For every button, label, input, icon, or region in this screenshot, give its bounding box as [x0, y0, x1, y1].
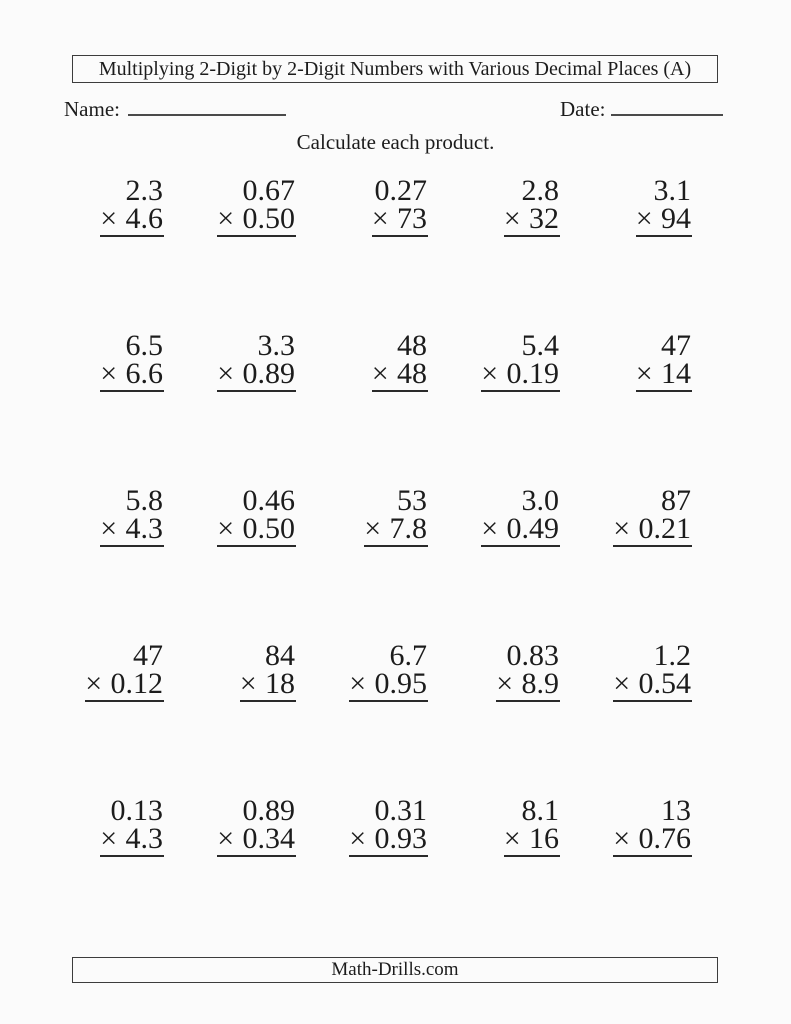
- multiply-icon: ×: [217, 357, 235, 390]
- multiplication-problem: [364, 482, 428, 637]
- multiply-icon: ×: [239, 667, 257, 700]
- multiplier: 0.21: [638, 512, 691, 545]
- multiplier: 4.6: [125, 202, 163, 235]
- answer-space[interactable]: [217, 237, 296, 327]
- problem-answer-line: [239, 667, 296, 702]
- multiply-icon: ×: [349, 822, 367, 855]
- multiplicand: 87: [661, 484, 691, 517]
- multiplier: 0.50: [242, 512, 295, 545]
- multiplication-problem: [481, 482, 560, 637]
- multiply-icon: ×: [613, 822, 631, 855]
- multiplier: 0.76: [638, 822, 691, 855]
- date-field-group: [560, 96, 723, 122]
- multiply-icon: ×: [481, 357, 499, 390]
- multiplicand: 6.7: [389, 639, 427, 672]
- problem-answer-line: [85, 667, 164, 702]
- multiplication-problem: [613, 637, 692, 792]
- multiplication-problem: [636, 327, 692, 482]
- problem-answer-line: [100, 357, 164, 392]
- problem-answer-line: [364, 512, 428, 547]
- footer-box: [72, 957, 718, 983]
- multiplication-problem: [613, 792, 692, 947]
- answer-space[interactable]: [85, 702, 164, 792]
- answer-space[interactable]: [100, 857, 164, 947]
- multiplier: 7.8: [389, 512, 427, 545]
- answer-space[interactable]: [100, 547, 164, 637]
- multiplication-problem: [217, 792, 296, 947]
- problem-answer-line: [217, 202, 296, 237]
- answer-space[interactable]: [496, 702, 560, 792]
- multiplier: 0.12: [110, 667, 163, 700]
- multiply-icon: ×: [85, 667, 103, 700]
- multiply-icon: ×: [371, 357, 389, 390]
- multiplicand: 0.27: [374, 174, 427, 207]
- problem-answer-line: [217, 357, 296, 392]
- multiplicand: 0.83: [506, 639, 559, 672]
- multiplicand: 2.3: [125, 174, 163, 207]
- multiply-icon: ×: [613, 512, 631, 545]
- multiplication-problem: [240, 637, 296, 792]
- name-input-line[interactable]: [128, 96, 286, 116]
- multiplicand: 48: [397, 329, 427, 362]
- multiplier: 4.3: [125, 512, 163, 545]
- answer-space[interactable]: [100, 392, 164, 482]
- multiplicand: 0.13: [110, 794, 163, 827]
- problem-answer-line: [635, 357, 692, 392]
- multiplication-problem: [100, 482, 164, 637]
- answer-space[interactable]: [613, 547, 692, 637]
- multiplication-problem: [217, 482, 296, 637]
- answer-space[interactable]: [613, 702, 692, 792]
- multiply-icon: ×: [100, 512, 118, 545]
- multiply-icon: ×: [496, 667, 514, 700]
- answer-space[interactable]: [504, 237, 560, 327]
- problem-answer-line: [217, 822, 296, 857]
- multiplier: 0.89: [242, 357, 295, 390]
- multiply-icon: ×: [613, 667, 631, 700]
- answer-space[interactable]: [481, 547, 560, 637]
- answer-space[interactable]: [217, 547, 296, 637]
- multiplicand: 0.89: [242, 794, 295, 827]
- answer-space[interactable]: [364, 547, 428, 637]
- multiply-icon: ×: [364, 512, 382, 545]
- multiplication-problem: [100, 327, 164, 482]
- instruction-text: Calculate each product.: [296, 130, 495, 154]
- multiplicand: 1.2: [653, 639, 691, 672]
- multiplicand: 5.4: [521, 329, 559, 362]
- multiply-icon: ×: [100, 822, 118, 855]
- problem-answer-line: [613, 512, 692, 547]
- multiplication-problem: [349, 792, 428, 947]
- answer-space[interactable]: [240, 702, 296, 792]
- multiplier: 14: [661, 357, 691, 390]
- problem-answer-line: [613, 822, 692, 857]
- multiplier: 0.95: [374, 667, 427, 700]
- problem-answer-line: [217, 512, 296, 547]
- multiply-icon: ×: [371, 202, 389, 235]
- problem-answer-line: [371, 357, 428, 392]
- multiplier: 0.34: [242, 822, 295, 855]
- multiplier: 94: [661, 202, 691, 235]
- problem-answer-line: [371, 202, 428, 237]
- multiplier: 16: [529, 822, 559, 855]
- answer-space[interactable]: [372, 392, 428, 482]
- problem-answer-line: [481, 357, 560, 392]
- multiply-icon: ×: [100, 357, 118, 390]
- worksheet-title-box: [72, 55, 718, 83]
- multiplication-problem: [217, 327, 296, 482]
- multiplication-problem: [504, 792, 560, 947]
- date-input-line[interactable]: [611, 96, 723, 116]
- answer-space[interactable]: [349, 857, 428, 947]
- multiplicand: 47: [661, 329, 691, 362]
- answer-space[interactable]: [217, 392, 296, 482]
- multiplicand: 6.5: [125, 329, 163, 362]
- multiplication-problem: [613, 482, 692, 637]
- answer-space[interactable]: [349, 702, 428, 792]
- multiplicand: 3.3: [257, 329, 295, 362]
- multiplication-problem: [372, 172, 428, 327]
- multiply-icon: ×: [635, 202, 653, 235]
- multiplier: 6.6: [125, 357, 163, 390]
- problem-answer-line: [503, 822, 560, 857]
- multiplicand: 2.8: [521, 174, 559, 207]
- date-label: Date:: [560, 97, 606, 121]
- answer-space[interactable]: [372, 237, 428, 327]
- multiplication-problem: [481, 327, 560, 482]
- multiplier: 0.54: [638, 667, 691, 700]
- multiplicand: 8.1: [521, 794, 559, 827]
- problem-answer-line: [613, 667, 692, 702]
- multiplicand: 84: [265, 639, 295, 672]
- problem-answer-line: [100, 512, 164, 547]
- multiplication-problem: [100, 792, 164, 947]
- multiplier: 8.9: [521, 667, 559, 700]
- problem-answer-line: [635, 202, 692, 237]
- multiplicand: 3.1: [653, 174, 691, 207]
- multiplicand: 0.67: [242, 174, 295, 207]
- problems-grid: [32, 172, 692, 947]
- name-field-group: [64, 96, 286, 122]
- multiplication-problem: [496, 637, 560, 792]
- answer-space[interactable]: [636, 237, 692, 327]
- answer-space[interactable]: [217, 857, 296, 947]
- multiplier: 0.93: [374, 822, 427, 855]
- multiplier: 32: [529, 202, 559, 235]
- multiply-icon: ×: [349, 667, 367, 700]
- problem-answer-line: [496, 667, 560, 702]
- problem-answer-line: [349, 822, 428, 857]
- multiplication-problem: [372, 327, 428, 482]
- multiply-icon: ×: [100, 202, 118, 235]
- multiplicand: 13: [661, 794, 691, 827]
- multiply-icon: ×: [503, 202, 521, 235]
- multiplicand: 47: [133, 639, 163, 672]
- multiplication-problem: [85, 637, 164, 792]
- multiply-icon: ×: [481, 512, 499, 545]
- multiplication-problem: [504, 172, 560, 327]
- footer-site-name: Math-Drills.com: [331, 959, 459, 980]
- multiplier: 48: [397, 357, 427, 390]
- multiplicand: 0.46: [242, 484, 295, 517]
- answer-space[interactable]: [636, 392, 692, 482]
- multiply-icon: ×: [217, 202, 235, 235]
- problem-answer-line: [100, 202, 164, 237]
- answer-space[interactable]: [613, 857, 692, 947]
- multiplicand: 0.31: [374, 794, 427, 827]
- multiplication-problem: [349, 637, 428, 792]
- answer-space[interactable]: [100, 237, 164, 327]
- multiplier: 0.49: [506, 512, 559, 545]
- problem-answer-line: [481, 512, 560, 547]
- multiply-icon: ×: [635, 357, 653, 390]
- multiplication-problem: [100, 172, 164, 327]
- multiplier: 18: [265, 667, 295, 700]
- multiplicand: 3.0: [521, 484, 559, 517]
- multiply-icon: ×: [217, 512, 235, 545]
- multiplier: 0.50: [242, 202, 295, 235]
- multiplicand: 5.8: [125, 484, 163, 517]
- worksheet-title: Multiplying 2-Digit by 2-Digit Numbers with Various Decimal Places (A): [98, 57, 692, 80]
- multiplier: 0.19: [506, 357, 559, 390]
- multiplier: 73: [397, 202, 427, 235]
- problem-answer-line: [100, 822, 164, 857]
- multiplication-problem: [636, 172, 692, 327]
- answer-space[interactable]: [504, 857, 560, 947]
- multiply-icon: ×: [503, 822, 521, 855]
- answer-space[interactable]: [481, 392, 560, 482]
- problem-answer-line: [349, 667, 428, 702]
- multiplier: 4.3: [125, 822, 163, 855]
- problem-answer-line: [503, 202, 560, 237]
- multiply-icon: ×: [217, 822, 235, 855]
- name-label: Name:: [64, 97, 120, 121]
- multiplication-problem: [217, 172, 296, 327]
- multiplicand: 53: [397, 484, 427, 517]
